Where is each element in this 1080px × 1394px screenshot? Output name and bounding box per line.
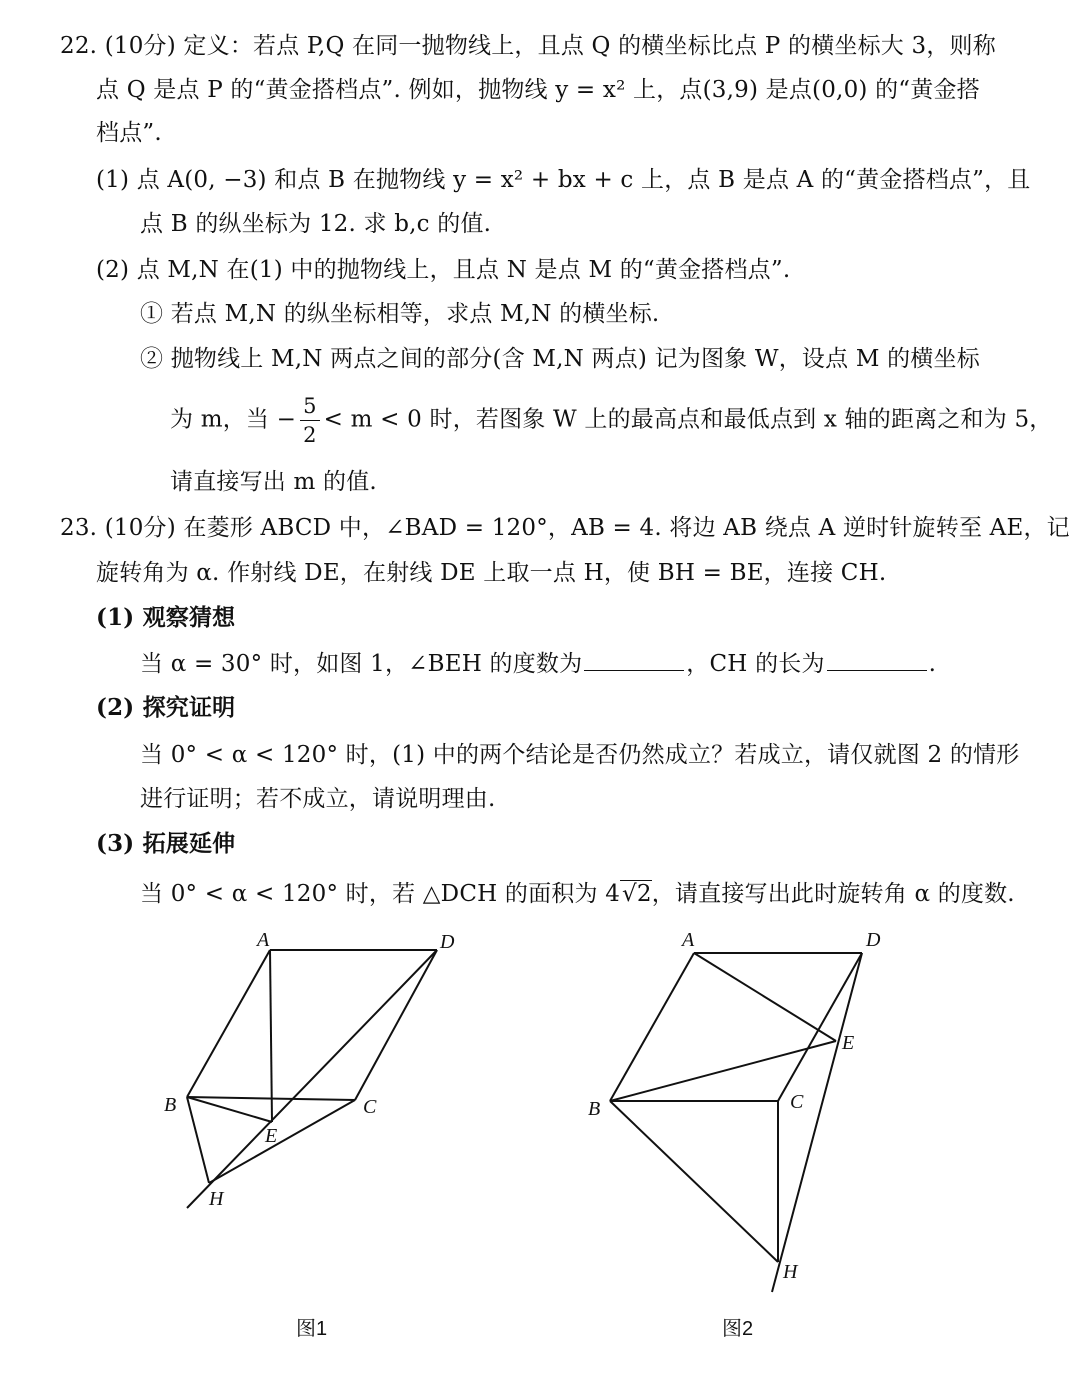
q22-part2-sub2-line-1: ② 抛物线上 M,N 两点之间的部分(含 M,N 两点) 记为图象 W，设点 M 的横坐标 [140, 346, 980, 372]
fig2-label-e: E [842, 1032, 855, 1054]
fig1-segment-be [187, 1097, 272, 1122]
fig2-label-d: D [866, 929, 881, 951]
q23-heading-2: (2) 探究证明 [96, 694, 236, 721]
fig2-segment-ae [694, 953, 836, 1041]
q23-part3-post: ，请直接写出此时旋转角 α 的度数. [651, 881, 1015, 907]
q22-line-3: 档点”. [96, 120, 162, 146]
q23-part1-mid: ，CH 的长为 [686, 651, 825, 677]
fig2-label-b: B [588, 1098, 601, 1120]
q23-part2-line-1: 当 0° < α < 120° 时，(1) 中的两个结论是否仍然成立？若成立，请仅就图 2 的情形 [140, 742, 1020, 768]
q23-part1-end: . [928, 651, 937, 677]
figure-2-lines [610, 953, 862, 1292]
fraction-numerator: 5 [300, 392, 320, 421]
q23-part1-pre: 当 α = 30° 时，如图 1，∠BEH 的度数为 [140, 651, 583, 677]
figure-1-caption: 图1 [296, 1318, 328, 1340]
sqrt-radicand: 2 [636, 881, 652, 907]
fig1-label-e: E [265, 1125, 278, 1147]
q22-part2-sub2-line-3: 请直接写出 m 的值. [170, 469, 377, 495]
q22-sub2-pre: 为 m，当 − [170, 406, 297, 433]
fig2-segment-cd [778, 953, 862, 1101]
fig1-segment-ab [187, 950, 270, 1097]
fig1-label-h: H [209, 1188, 224, 1210]
q23-heading-1: (1) 观察猜想 [96, 604, 236, 631]
fig1-segment-ch [209, 1100, 355, 1183]
fig1-segment-ae [270, 950, 272, 1122]
q22-line-2: 点 Q 是点 P 的“黄金搭档点”. 例如，抛物线 y = x² 上，点(3,9) 是点(0,0) 的“黄金搭 [96, 77, 980, 103]
fig1-label-a: A [257, 929, 270, 951]
fig2-label-c: C [790, 1091, 804, 1113]
q22-part2-sub1: ① 若点 M,N 的纵坐标相等，求点 M,N 的横坐标. [140, 301, 660, 327]
sqrt-two: √2 [622, 881, 652, 907]
fig2-label-h: H [783, 1261, 798, 1283]
q22-part1-line-1: (1) 点 A(0, −3) 和点 B 在抛物线 y = x² + bx + c 上，点 B 是点 A 的“黄金搭档点”，且 [96, 167, 1031, 193]
fig1-segment-cd [355, 950, 437, 1100]
fig2-segment-ab [610, 953, 694, 1101]
fig2-segment-bh [610, 1101, 778, 1262]
fraction-denominator: 2 [303, 423, 317, 447]
fig1-label-c: C [363, 1096, 377, 1118]
figure-2-caption: 图2 [722, 1318, 754, 1340]
q23-line-2: 旋转角为 α. 作射线 DE，在射线 DE 上取一点 H，使 BH = BE，连接 CH. [96, 560, 887, 586]
q22-line-1: 22. (10分) 定义：若点 P,Q 在同一抛物线上，且点 Q 的横坐标比点 P 的横坐标大 3，则称 [60, 33, 996, 59]
fig1-label-d: D [440, 931, 455, 953]
fig1-label-b: B [164, 1094, 177, 1116]
q23-line-1: 23. (10分) 在菱形 ABCD 中，∠BAD = 120°，AB = 4. 将边 AB 绕点 A 逆时针旋转至 AE，记 [60, 515, 1070, 541]
q23-part3-pre: 当 0° < α < 120° 时，若 △DCH 的面积为 4 [140, 881, 621, 907]
fig1-ray-de [187, 950, 437, 1208]
q23-heading-3: (3) 拓展延伸 [96, 830, 236, 857]
fig1-segment-bh [187, 1097, 209, 1183]
figure-1-lines [187, 950, 437, 1208]
q22-part2-line: (2) 点 M,N 在(1) 中的抛物线上，且点 N 是点 M 的“黄金搭档点”. [96, 257, 791, 283]
fig2-label-a: A [682, 929, 695, 951]
fig2-ray-de [772, 953, 862, 1292]
q22-sub2-post: < m < 0 时，若图象 W 上的最高点和最低点到 x 轴的距离之和为 5， [323, 406, 1053, 433]
q23-part2-line-2: 进行证明；若不成立，请说明理由. [140, 786, 496, 812]
q22-part1-line-2: 点 B 的纵坐标为 12. 求 b,c 的值. [140, 211, 492, 237]
